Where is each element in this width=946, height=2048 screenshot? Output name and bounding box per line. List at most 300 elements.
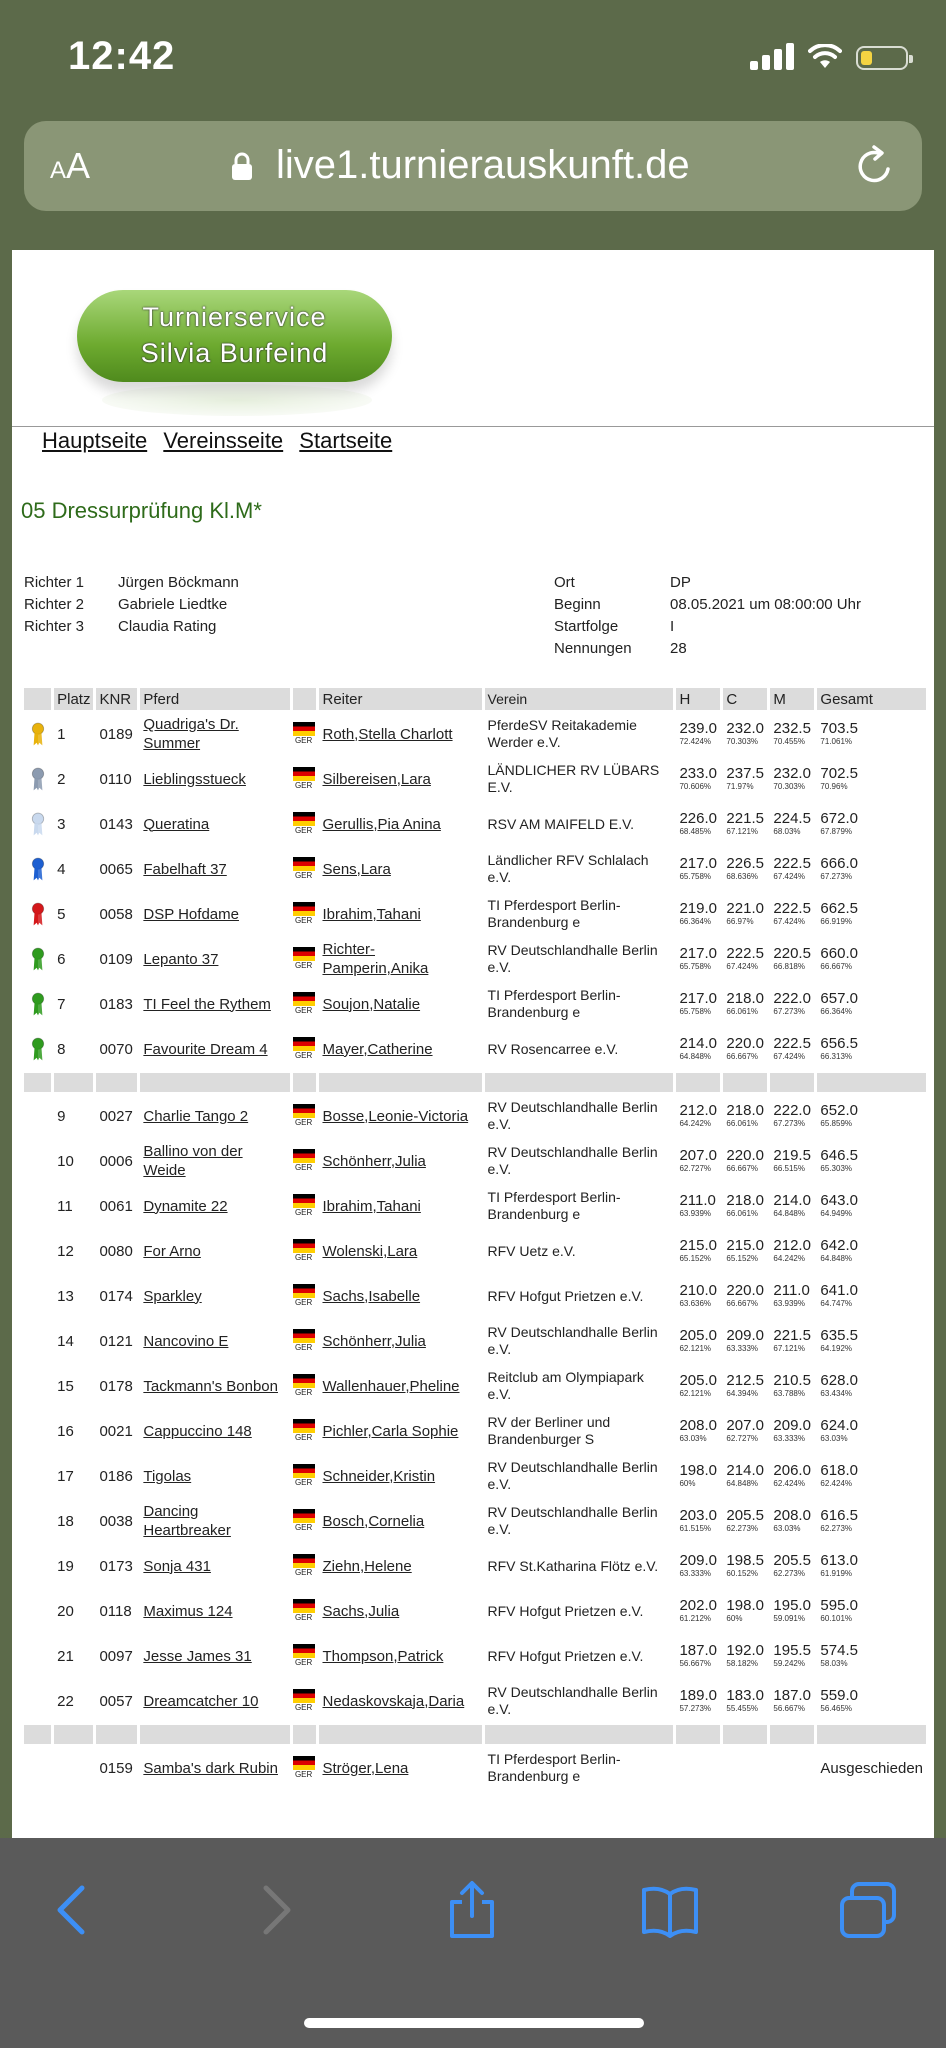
pferd-cell — [140, 893, 289, 935]
rider-link[interactable]: Sachs,Isabelle — [322, 1287, 421, 1305]
country-code: GER — [294, 1118, 313, 1127]
score-h: 212.0 — [679, 1102, 717, 1119]
percent-h: 63.03% — [679, 1434, 707, 1443]
score-gesamt: 635.5 — [820, 1327, 858, 1344]
score-c: 220.0 — [726, 1282, 764, 1299]
score-m: 209.0 — [773, 1417, 811, 1434]
percent-m: 63.788% — [773, 1389, 805, 1398]
platz-value: 17 — [57, 1467, 74, 1485]
country-code: GER — [294, 1478, 313, 1487]
score-c: 215.0 — [726, 1237, 764, 1254]
percent-m: 62.424% — [773, 1479, 805, 1488]
score-h: 239.0 — [679, 720, 717, 737]
score-c: 218.0 — [726, 1102, 764, 1119]
score-c: 218.0 — [726, 1192, 764, 1209]
germany-flag-icon — [293, 722, 315, 746]
platz-cell — [54, 1140, 93, 1182]
score-cell-h — [676, 1500, 720, 1542]
horse-link[interactable]: Samba's dark Rubin — [143, 1759, 278, 1777]
rider-link[interactable]: Richter-Pamperin,Anika — [322, 941, 429, 977]
rider-link[interactable]: Ströger,Lena — [322, 1759, 409, 1777]
knr-cell — [96, 803, 137, 845]
result-row — [24, 1635, 926, 1677]
tabs-icon[interactable] — [838, 1880, 898, 1940]
score-cell-h — [676, 1747, 720, 1789]
club-name: TI Pferdesport Berlin-Brandenburg e — [487, 1751, 621, 1784]
ribbon-gold-icon — [31, 721, 45, 747]
reload-icon[interactable] — [854, 145, 896, 187]
knr-value: 0109 — [99, 950, 133, 968]
horse-link[interactable]: For Arno — [143, 1242, 201, 1260]
score-cell-m — [770, 1320, 814, 1362]
flag-cell — [293, 1230, 317, 1272]
germany-flag-icon — [293, 1419, 315, 1443]
platz-value: 9 — [57, 1107, 66, 1125]
flag-cell — [293, 803, 317, 845]
address-bar[interactable] — [24, 121, 922, 211]
reiter-cell — [319, 803, 481, 845]
pferd-cell — [140, 1140, 289, 1182]
flag-stripes — [293, 1756, 315, 1770]
rider-link[interactable]: Sachs,Julia — [322, 1602, 400, 1620]
score-m: 219.5 — [773, 1147, 811, 1164]
percent-gesamt: 62.424% — [820, 1479, 853, 1488]
col-header-reiter: Reiter — [319, 688, 481, 710]
nav-link-vereinsseite[interactable]: Vereinsseite — [163, 428, 284, 453]
score-cell-h — [676, 848, 720, 890]
horse-link[interactable]: Ballino von der Weide — [143, 1143, 243, 1179]
knr-cell — [96, 983, 137, 1025]
verein-cell — [485, 1028, 674, 1070]
bookmarks-icon[interactable] — [640, 1880, 700, 1940]
percent-gesamt: 66.364% — [820, 1007, 853, 1016]
score-gesamt: 641.0 — [820, 1282, 858, 1299]
horse-link[interactable]: Fabelhaft 37 — [143, 860, 227, 878]
horse-link[interactable]: Favourite Dream 4 — [143, 1040, 268, 1058]
platz-cell — [54, 938, 93, 980]
germany-flag-icon — [293, 1037, 315, 1061]
verein-cell — [485, 1095, 674, 1137]
flag-stripes — [293, 1239, 315, 1253]
score-cell-c — [723, 938, 767, 980]
score-h: 189.0 — [679, 1687, 717, 1704]
club-name: PferdeSV Reitakademie Werder e.V. — [487, 717, 637, 750]
score-c: 192.0 — [726, 1642, 764, 1659]
score-m: 212.0 — [773, 1237, 811, 1254]
ribbon-blue-icon — [31, 856, 45, 882]
score-cell-c — [723, 1185, 767, 1227]
score-cell-gesamt — [817, 1275, 926, 1317]
horse-link[interactable]: Maximus 124 — [143, 1602, 233, 1620]
result-row — [24, 1455, 926, 1497]
germany-flag-icon — [293, 992, 315, 1016]
knr-value: 0143 — [99, 815, 133, 833]
score-c: 221.0 — [726, 900, 764, 917]
reiter-cell — [319, 1747, 481, 1789]
score-h: 209.0 — [679, 1552, 717, 1569]
rider-link[interactable]: Schönherr,Julia — [322, 1152, 426, 1170]
col-header-c: C — [723, 688, 767, 710]
rider-link[interactable]: Nedaskovskaja,Daria — [322, 1692, 465, 1710]
percent-m: 70.303% — [773, 782, 805, 791]
horse-link[interactable]: Sonja 431 — [143, 1557, 211, 1575]
score-cell-h — [676, 1635, 720, 1677]
score-m: 208.0 — [773, 1507, 811, 1524]
horse-link[interactable]: DSP Hofdame — [143, 905, 239, 923]
ribbon-white-icon — [31, 811, 45, 837]
rider-link[interactable]: Bosse,Leonie-Victoria — [322, 1107, 469, 1125]
horse-link[interactable]: Sparkley — [143, 1287, 202, 1305]
rider-link[interactable]: Schönherr,Julia — [322, 1332, 426, 1350]
score-cell-c — [723, 893, 767, 935]
score-cell-h — [676, 803, 720, 845]
score-m: 222.0 — [773, 990, 811, 1007]
percent-h: 61.212% — [679, 1614, 712, 1623]
percent-h: 62.121% — [679, 1344, 712, 1353]
result-row — [24, 1275, 926, 1317]
flag-stripes — [293, 1037, 315, 1051]
country-code: GER — [294, 1253, 313, 1262]
rider-link[interactable]: Wallenhauer,Pheline — [322, 1377, 460, 1395]
browser-bottom-toolbar — [0, 1838, 946, 2048]
platz-value: 3 — [57, 815, 66, 833]
percent-gesamt: 66.313% — [820, 1052, 853, 1061]
ribbon-cell — [24, 1500, 51, 1542]
percent-m: 67.121% — [773, 1344, 805, 1353]
platz-cell — [54, 1455, 93, 1497]
horse-link[interactable]: Tackmann's Bonbon — [143, 1377, 278, 1395]
reiter-cell — [319, 893, 481, 935]
percent-c: 60% — [726, 1614, 743, 1623]
percent-h: 57.273% — [679, 1704, 712, 1713]
rider-link[interactable]: Silbereisen,Lara — [322, 770, 431, 788]
score-h: 202.0 — [679, 1597, 717, 1614]
page-frame — [0, 238, 946, 1838]
germany-flag-icon — [293, 1756, 315, 1780]
country-code: GER — [294, 871, 313, 880]
separator-cell — [96, 1073, 137, 1092]
ribbon-green-icon — [31, 1036, 45, 1062]
separator-cell — [817, 1725, 926, 1744]
score-cell-m — [770, 983, 814, 1025]
score-gesamt: 660.0 — [820, 945, 858, 962]
percent-m: 70.455% — [773, 737, 805, 746]
platz-cell — [54, 713, 93, 755]
knr-value: 0159 — [99, 1759, 133, 1777]
score-cell-c — [723, 983, 767, 1025]
score-h: 205.0 — [679, 1372, 717, 1389]
flag-cell — [293, 1095, 317, 1137]
rider-link[interactable]: Gerullis,Pia Anina — [322, 815, 441, 833]
result-row — [24, 1500, 926, 1542]
score-cell-c — [723, 1545, 767, 1587]
status-text: Ausgeschieden — [820, 1759, 923, 1777]
germany-flag-icon — [293, 857, 315, 881]
pferd-cell — [140, 1410, 289, 1452]
score-c: 237.5 — [726, 765, 764, 782]
verein-cell — [485, 1590, 674, 1632]
flag-stripes — [293, 857, 315, 871]
rider-link[interactable]: Schneider,Kristin — [322, 1467, 436, 1485]
score-h: 233.0 — [679, 765, 717, 782]
percent-gesamt: 61.919% — [820, 1569, 853, 1578]
platz-cell — [54, 1680, 93, 1722]
header-divider — [12, 426, 934, 427]
flag-stripes — [293, 722, 315, 736]
score-h: 203.0 — [679, 1507, 717, 1524]
share-icon[interactable] — [442, 1880, 502, 1940]
platz-cell — [54, 1410, 93, 1452]
horse-link[interactable]: Cappuccino 148 — [143, 1422, 252, 1440]
rider-link[interactable]: Sens,Lara — [322, 860, 391, 878]
pferd-cell — [140, 1545, 289, 1587]
ribbon-cell — [24, 1545, 51, 1587]
club-name: RV Deutschlandhalle Berlin e.V. — [487, 1504, 658, 1537]
score-gesamt: 628.0 — [820, 1372, 858, 1389]
score-m: 187.0 — [773, 1687, 811, 1704]
separator-cell — [770, 1725, 814, 1744]
score-h: 219.0 — [679, 900, 717, 917]
horse-link[interactable]: TI Feel the Rythem — [143, 995, 271, 1013]
rider-link[interactable]: Ziehn,Helene — [322, 1557, 412, 1575]
knr-value: 0057 — [99, 1692, 133, 1710]
knr-cell — [96, 1635, 137, 1677]
nav-link-hauptseite[interactable]: Hauptseite — [42, 428, 148, 453]
score-c: 207.0 — [726, 1417, 764, 1434]
percent-gesamt: 63.03% — [820, 1434, 848, 1443]
home-indicator[interactable] — [304, 2018, 644, 2028]
nav-link-startseite[interactable]: Startseite — [299, 428, 393, 453]
verein-cell — [485, 1680, 674, 1722]
horse-link[interactable]: Dancing Heartbreaker — [143, 1503, 231, 1539]
horse-link[interactable]: Dynamite 22 — [143, 1197, 228, 1215]
score-gesamt: 618.0 — [820, 1462, 858, 1479]
score-cell-gesamt — [817, 713, 926, 755]
germany-flag-icon — [293, 1554, 315, 1578]
reiter-cell — [319, 1365, 481, 1407]
flag-stripes — [293, 1509, 315, 1523]
judge-row: Richter 1 Jürgen Böckmann — [24, 574, 239, 591]
pferd-cell — [140, 713, 289, 755]
pferd-cell — [140, 1028, 289, 1070]
knr-value: 0061 — [99, 1197, 133, 1215]
horse-link[interactable]: Jesse James 31 — [143, 1647, 252, 1665]
col-header-h: H — [676, 688, 720, 710]
platz-cell — [54, 1028, 93, 1070]
score-m: 195.0 — [773, 1597, 811, 1614]
knr-cell — [96, 1590, 137, 1632]
reiter-cell — [319, 1680, 481, 1722]
flag-stripes — [293, 1284, 315, 1298]
percent-c: 66.061% — [726, 1007, 759, 1016]
separator-cell — [676, 1073, 720, 1092]
germany-flag-icon — [293, 767, 315, 791]
ribbon-cell — [24, 1095, 51, 1137]
rider-link[interactable]: Ibrahim,Tahani — [322, 1197, 421, 1215]
separator-cell — [293, 1725, 317, 1744]
club-name: RV Deutschlandhalle Berlin e.V. — [487, 1099, 658, 1132]
platz-cell — [54, 848, 93, 890]
percent-gesamt: 60.101% — [820, 1614, 853, 1623]
url-text[interactable]: live1.turnierauskunft.de — [276, 143, 690, 187]
platz-value: 4 — [57, 860, 66, 878]
score-cell-h — [676, 983, 720, 1025]
cellular-signal-icon — [750, 42, 794, 70]
result-row — [24, 1365, 926, 1407]
flag-cell — [293, 1410, 317, 1452]
horse-link[interactable]: Lepanto 37 — [143, 950, 219, 968]
horse-link[interactable]: Dreamcatcher 10 — [143, 1692, 259, 1710]
reiter-cell — [319, 1545, 481, 1587]
flag-cell — [293, 983, 317, 1025]
wifi-icon — [808, 44, 842, 70]
score-gesamt: 613.0 — [820, 1552, 858, 1569]
percent-h: 61.515% — [679, 1524, 712, 1533]
knr-value: 0065 — [99, 860, 133, 878]
score-cell-h — [676, 1590, 720, 1632]
reader-text-size-button[interactable]: AA — [50, 145, 91, 186]
horse-link[interactable]: Queratina — [143, 815, 210, 833]
pferd-cell — [140, 938, 289, 980]
score-cell-h — [676, 1680, 720, 1722]
club-name: RFV Hofgut Prietzen e.V. — [487, 1287, 644, 1304]
knr-cell — [96, 713, 137, 755]
reiter-cell — [319, 1455, 481, 1497]
result-row — [24, 893, 926, 935]
percent-h: 56.667% — [679, 1659, 712, 1668]
rider-link[interactable]: Ibrahim,Tahani — [322, 905, 421, 923]
percent-gesamt: 64.848% — [820, 1254, 853, 1263]
score-cell-m — [770, 713, 814, 755]
flag-cell — [293, 1365, 317, 1407]
country-code: GER — [294, 1613, 313, 1622]
percent-gesamt: 66.667% — [820, 962, 853, 971]
separator-cell — [293, 1073, 317, 1092]
score-cell-m — [770, 803, 814, 845]
battery-icon — [856, 46, 908, 70]
platz-value: 5 — [57, 905, 66, 923]
separator-row — [24, 1725, 926, 1744]
pferd-cell — [140, 1230, 289, 1272]
score-h: 211.0 — [679, 1192, 716, 1209]
score-cell-h — [676, 1230, 720, 1272]
percent-c: 60.152% — [726, 1569, 759, 1578]
status-icons — [750, 42, 908, 70]
ribbon-cell — [24, 1140, 51, 1182]
score-h: 217.0 — [679, 855, 717, 872]
percent-m: 67.273% — [773, 1119, 805, 1128]
platz-cell — [54, 983, 93, 1025]
verein-cell — [485, 938, 674, 980]
score-m: 205.5 — [773, 1552, 811, 1569]
knr-value: 0121 — [99, 1332, 133, 1350]
rider-link[interactable]: Pichler,Carla Sophie — [322, 1422, 459, 1440]
rider-link[interactable]: Mayer,Catherine — [322, 1040, 433, 1058]
rider-link[interactable]: Thompson,Patrick — [322, 1647, 444, 1665]
score-h: 207.0 — [679, 1147, 717, 1164]
separator-cell — [676, 1725, 720, 1744]
germany-flag-icon — [293, 1329, 315, 1353]
horse-link[interactable]: Charlie Tango 2 — [143, 1107, 249, 1125]
ribbon-cell — [24, 1028, 51, 1070]
percent-c: 67.121% — [726, 827, 759, 836]
score-c: 232.0 — [726, 720, 764, 737]
score-cell-m — [770, 1680, 814, 1722]
forward-icon[interactable] — [244, 1880, 304, 1940]
country-code: GER — [294, 916, 313, 925]
percent-m: 59.091% — [773, 1614, 805, 1623]
pferd-cell — [140, 758, 289, 800]
score-cell-h — [676, 758, 720, 800]
score-cell-h — [676, 1095, 720, 1137]
horse-link[interactable]: Nancovino E — [143, 1332, 229, 1350]
rider-link[interactable]: Soujon,Natalie — [322, 995, 421, 1013]
club-name: RFV Uetz e.V. — [487, 1242, 576, 1259]
percent-m: 66.515% — [773, 1164, 805, 1173]
result-row — [24, 1545, 926, 1587]
score-cell-m — [770, 1140, 814, 1182]
horse-link[interactable]: Quadriga's Dr. Summer — [143, 716, 239, 752]
result-row — [24, 848, 926, 890]
reiter-cell — [319, 1185, 481, 1227]
knr-cell — [96, 1320, 137, 1362]
score-m: 222.0 — [773, 1102, 811, 1119]
score-cell-m — [770, 1545, 814, 1587]
back-icon[interactable] — [44, 1880, 104, 1940]
percent-h: 64.242% — [679, 1119, 712, 1128]
score-h: 205.0 — [679, 1327, 717, 1344]
germany-flag-icon — [293, 1464, 315, 1488]
platz-value: 16 — [57, 1422, 74, 1440]
percent-h: 64.848% — [679, 1052, 712, 1061]
score-cell-m — [770, 1185, 814, 1227]
knr-value: 0174 — [99, 1287, 133, 1305]
rider-link[interactable]: Wolenski,Lara — [322, 1242, 418, 1260]
pferd-cell — [140, 1365, 289, 1407]
percent-m: 63.03% — [773, 1524, 801, 1533]
score-cell-m — [770, 1230, 814, 1272]
country-code: GER — [294, 1051, 313, 1060]
ribbon-cell — [24, 1320, 51, 1362]
germany-flag-icon — [293, 1509, 315, 1533]
rider-link[interactable]: Bosch,Cornelia — [322, 1512, 425, 1530]
score-m: 211.0 — [773, 1282, 810, 1299]
score-cell-c — [723, 1635, 767, 1677]
col-header-platz: Platz — [54, 688, 93, 710]
percent-gesamt: 70.96% — [820, 782, 848, 791]
score-cell-h — [676, 1455, 720, 1497]
percent-m: 59.242% — [773, 1659, 805, 1668]
reiter-cell — [319, 938, 481, 980]
ribbon-red-icon — [31, 901, 45, 927]
score-cell-c — [723, 1275, 767, 1317]
separator-cell — [140, 1073, 289, 1092]
percent-gesamt: 71.061% — [820, 737, 853, 746]
horse-link[interactable]: Lieblingsstueck — [143, 770, 246, 788]
percent-h: 66.364% — [679, 917, 712, 926]
knr-cell — [96, 893, 137, 935]
score-gesamt: 595.0 — [820, 1597, 858, 1614]
rider-link[interactable]: Roth,Stella Charlott — [322, 725, 453, 743]
club-name: RV Rosencarree e.V. — [487, 1040, 619, 1057]
separator-cell — [96, 1725, 137, 1744]
score-c: 220.0 — [726, 1035, 764, 1052]
pferd-cell — [140, 1275, 289, 1317]
knr-cell — [96, 1140, 137, 1182]
score-c: 220.0 — [726, 1147, 764, 1164]
horse-link[interactable]: Tigolas — [143, 1467, 192, 1485]
percent-gesamt: 65.859% — [820, 1119, 853, 1128]
